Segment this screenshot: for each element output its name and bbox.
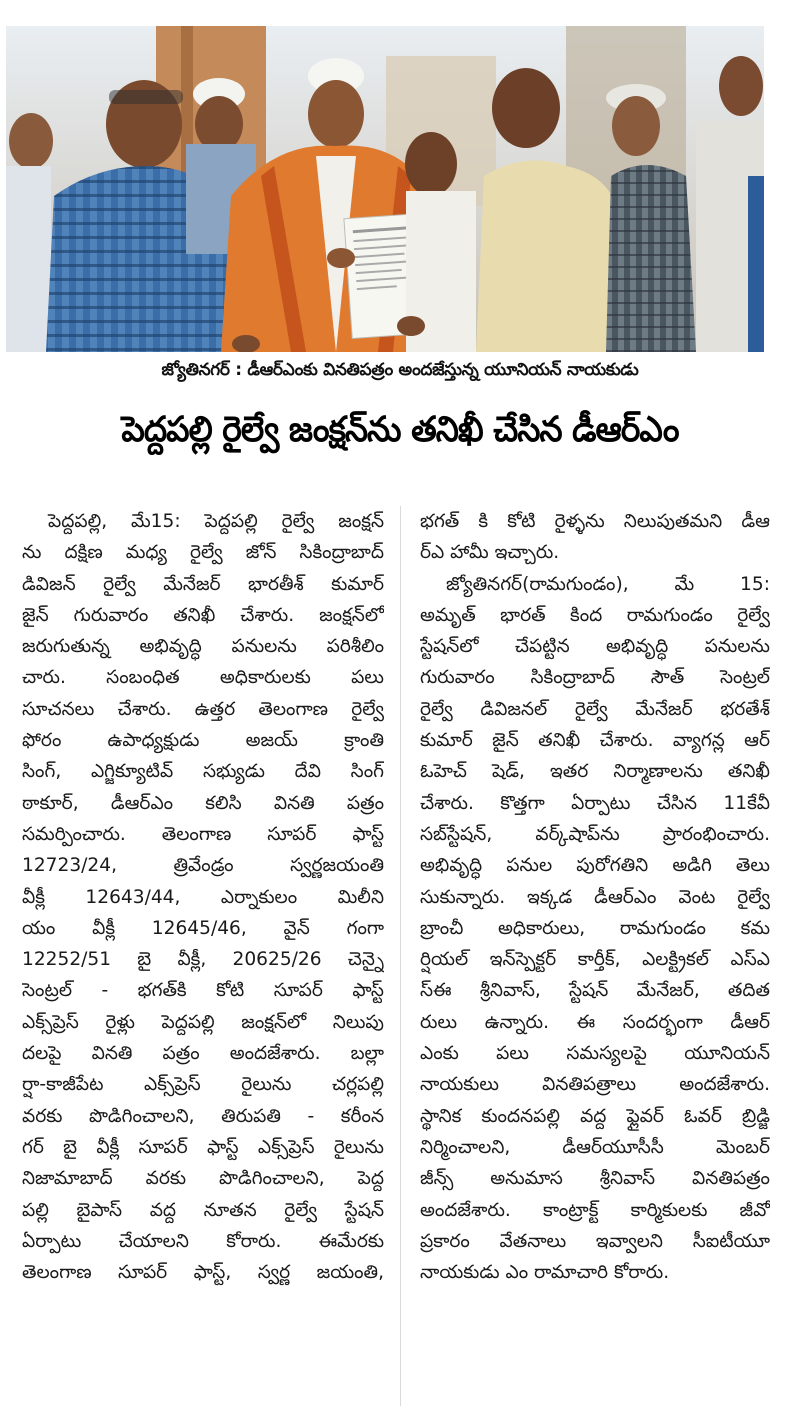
text-line: ను దక్షిణ మధ్య రైల్వే జోన్ సికింద్రాబాద్ xyxy=(22,542,384,564)
text-line: దలపై వినతి పత్రం అందజేశారు. బల్లా xyxy=(22,1043,384,1065)
text-line: ఏర్పాటు చేయాలని కోరారు. ఈమేరకు xyxy=(22,1230,384,1252)
text-line: స్ఈ శ్రీనివాస్, స్టేషన్ మేనేజర్, తదిత xyxy=(420,980,770,1002)
text-line: సమర్పించారు. తెలంగాణ సూపర్ ఫాస్ట్ xyxy=(22,823,384,845)
text-line: ఎక్స్‌ప్రెస్ రైళ్లు పెద్దపల్లి జంక్షన్‌లో నిలుపు xyxy=(22,1011,384,1033)
text-line: భగత్ కి కోటి రైళ్ళను నిలుపుతమని డీఆ xyxy=(420,511,770,532)
text-line: ర్షా-కాజీపేట ఎక్స్‌ప్రెస్ రైలును చర్లపల్లి xyxy=(22,1074,384,1096)
text-line: పల్లి బైపాస్ వద్ద నూతన రైల్వే స్టేషన్ xyxy=(22,1199,384,1221)
text-line: బ్రాంచీ అధికారులు, రామగుండం కమ xyxy=(420,917,770,939)
text-line: ర్ఎ హామీ ఇచ్చారు. xyxy=(420,542,560,564)
text-line: ఓహెచ్ షెడ్, ఇతర నిర్మాణాలను తనిఖీ xyxy=(420,761,770,783)
text-line: సుకున్నారు. ఇక్కడ డీఆర్ఎం వెంట రైల్వే xyxy=(420,886,770,908)
text-line: నిర్మించాలని, డీఆర్‌యూసీసీ మెంబర్ xyxy=(420,1136,770,1158)
text-line: వరకు పొడిగించాలని, తిరుపతి - కరీంన xyxy=(22,1105,384,1127)
text-line: నాయకులు వినతిపత్రాలు అందజేశారు. xyxy=(420,1074,770,1096)
text-line: ఎంకు పలు సమస్యలపై యూనియన్ xyxy=(420,1043,770,1065)
text-line: ఫోరం ఉపాధ్యక్షుడు అజయ్ క్రాంతి xyxy=(22,730,384,752)
news-photo xyxy=(6,26,764,352)
text-line: 12723/24, త్రివేండ్రం స్వర్ణజయంతి xyxy=(22,855,384,877)
text-line: రులు ఉన్నారు. ఈ సందర్భంగా డీఆర్ xyxy=(420,1011,770,1033)
text-line: ఠాకూర్, డీఆర్ఎం కలిసి వినతి పత్రం xyxy=(22,792,384,814)
text-line: అమృత్ భారత్ కింద రామగుండం రైల్వే xyxy=(420,604,770,626)
text-line: డివిజన్ రైల్వే మేనేజర్ భారతీశ్ కుమార్ xyxy=(22,573,384,595)
text-line: గర్ బై వీక్లీ సూపర్ ఫాస్ట్ ఎక్స్‌ప్రెస్ రైలును xyxy=(22,1136,384,1158)
text-line: యం వీక్లీ 12645/46, వైన్ గంగా xyxy=(22,917,384,939)
text-line: అభివృద్ధి పనుల పురోగతిని అడిగి తెలు xyxy=(420,855,770,877)
text-line: సూచనలు చేశారు. ఉత్తర తెలంగాణ రైల్వే xyxy=(22,698,384,720)
text-line: సెంట్రల్ - భగత్‌కి కోటి సూపర్ ఫాస్ట్ xyxy=(22,980,384,1002)
text-line: ర్షియల్ ఇన్‌స్పెక్టర్ కార్తీక్, ఎలక్ట్రికల్ ఎస్ఎ xyxy=(420,949,770,971)
headline: పెద్దపల్లి రైల్వే జంక్షన్‌ను తనిఖీ చేసిన డీఆర్ఎం xyxy=(121,410,679,450)
text-line: సింగ్, ఎగ్జిక్యూటివ్ సభ్యుడు దేవి సింగ్ xyxy=(22,761,384,783)
text-line: చేశారు. కొత్తగా ఏర్పాటు చేసిన 11కేవీ xyxy=(420,792,770,814)
text-line: వీక్లీ 12643/44, ఎర్నాకులం మిలీని xyxy=(22,886,384,908)
text-line: కుమార్ జైన్ తనిఖీ చేశారు. వ్యాగన్ల ఆర్ xyxy=(420,730,770,752)
text-line: 12252/51 బై వీక్లీ, 20625/26 చెన్నై xyxy=(22,949,384,971)
text-line: సబ్‌స్టేషన్, వర్క్‌షాప్‌ను ప్రారంభించారు. xyxy=(420,823,770,845)
photo-caption: జ్యోతినగర్ : డీఆర్ఎంకు వినతిపత్రం అందజేస్తున్న యూనియన్ నాయకుడు xyxy=(161,360,639,380)
text-line: ప్రకారం వేతనాలు ఇవ్వాలని సీఐటీయూ xyxy=(420,1230,770,1252)
text-line: స్టేషన్‌లో చేపట్టిన అభివృద్ధి పనులను xyxy=(420,636,770,658)
text-line: తెలంగాణ సూపర్ ఫాస్ట్, స్వర్ణ జయంతి, xyxy=(22,1262,384,1284)
text-line: జీన్స్ అనుమాస శ్రీనివాస్ వినతిపత్రం xyxy=(420,1168,770,1190)
text-line: జైన్ గురువారం తనిఖీ చేశారు. జంక్షన్‌లో xyxy=(22,604,384,626)
text-line: గురువారం సికింద్రాబాద్ సౌత్ సెంట్రల్ xyxy=(420,667,770,689)
column-divider xyxy=(400,506,401,1406)
text-line: చారు. సంబంధిత అధికారులకు పలు xyxy=(22,667,384,689)
text-line: అందజేశారు. కాంట్రాక్ట్ కార్మికులకు జీవో xyxy=(420,1199,770,1221)
text-line: స్థానిక కుందనపల్లి వద్ద ఫ్లైవర్ ఓవర్ బ్రిడ్జి xyxy=(420,1105,770,1127)
text-line: పెద్దపల్లి, మే15: పెద్దపల్లి రైల్వే జంక్షన్ xyxy=(48,511,384,532)
article-right-column xyxy=(420,506,770,1288)
text-line: నాయకుడు ఎం రామాచారి కోరారు. xyxy=(420,1262,670,1284)
text-line: జరుగుతున్న అభివృద్ధి పనులను పరిశీలిం xyxy=(22,636,384,658)
text-line: నిజామాబాద్ వరకు పొడిగించాలని, పెద్ద xyxy=(22,1168,384,1190)
article-left-column xyxy=(22,506,384,1288)
text-line: రైల్వే డివిజనల్ రైల్వే మేనేజర్ భరతేశ్ xyxy=(420,698,770,720)
text-line: జ్యోతినగర్(రామగుండం), మే 15: xyxy=(446,573,770,595)
